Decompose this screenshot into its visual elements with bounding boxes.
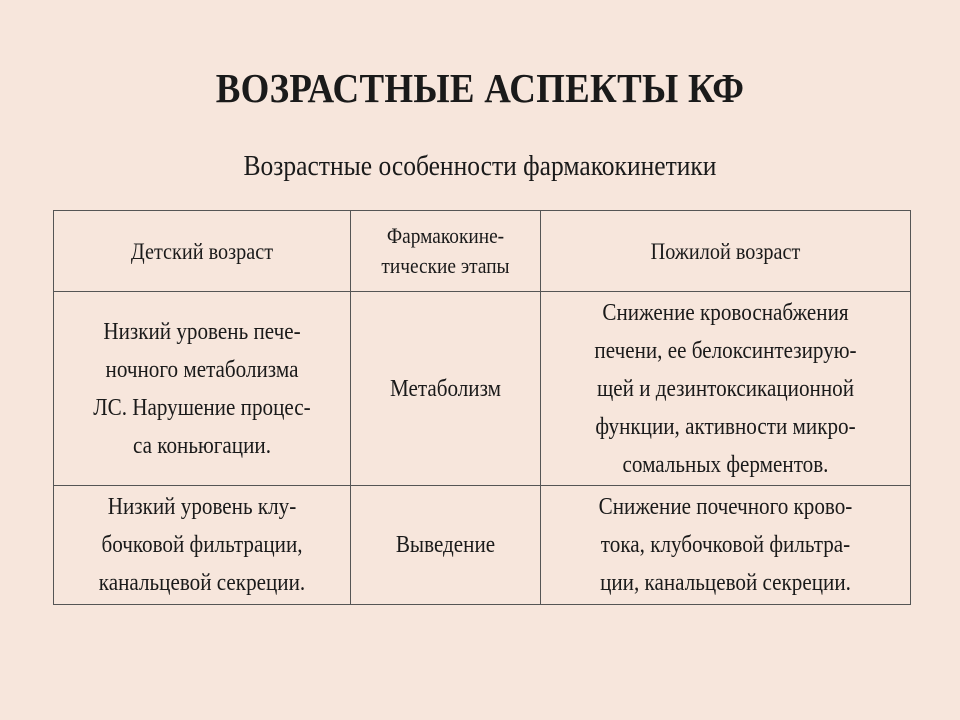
header-cell-child-age <box>54 211 351 292</box>
cell-stage-excretion <box>351 486 541 605</box>
header-elderly-age-label: Пожилой возраст <box>650 238 801 264</box>
cell-child-excretion <box>54 486 351 605</box>
pharmacokinetics-table <box>53 210 911 605</box>
cell-elderly-excretion <box>541 486 911 605</box>
elderly-metabolism-text: Снижение кровоснабжения печени, ее белоксинтезирую- щей и дезинтоксикационной функции, активности микро- сомальных ферментов. <box>594 299 857 478</box>
table-row <box>54 486 911 605</box>
stage-metabolism-text: Метаболизм <box>389 375 502 402</box>
header-cell-elderly-age <box>541 211 911 292</box>
elderly-excretion-text: Снижение почечного крово- тока, клубочковой фильтра- ции, канальцевой секреции. <box>598 494 853 596</box>
header-stages-label: Фармакокине- тические этапы <box>381 223 510 278</box>
cell-child-metabolism <box>54 292 351 486</box>
slide-subtitle: Возрастные особенности фармакокинетики <box>243 150 717 182</box>
header-child-age-label: Детский возраст <box>130 238 274 264</box>
table-row <box>54 292 911 486</box>
header-cell-stages <box>351 211 541 292</box>
child-excretion-text: Низкий уровень клу- бочковой фильтрации, канальцевой секреции. <box>98 494 306 596</box>
cell-elderly-metabolism <box>541 292 911 486</box>
stage-excretion-text: Выведение <box>395 532 496 558</box>
cell-stage-metabolism <box>351 292 541 486</box>
table-header-row <box>54 211 911 292</box>
child-metabolism-text: Низкий уровень пече- ночного метаболизма ЛС. Нарушение процес- са коньюгации. <box>93 318 311 459</box>
slide-title: ВОЗРАСТНЫЕ АСПЕКТЫ КФ <box>215 65 745 111</box>
